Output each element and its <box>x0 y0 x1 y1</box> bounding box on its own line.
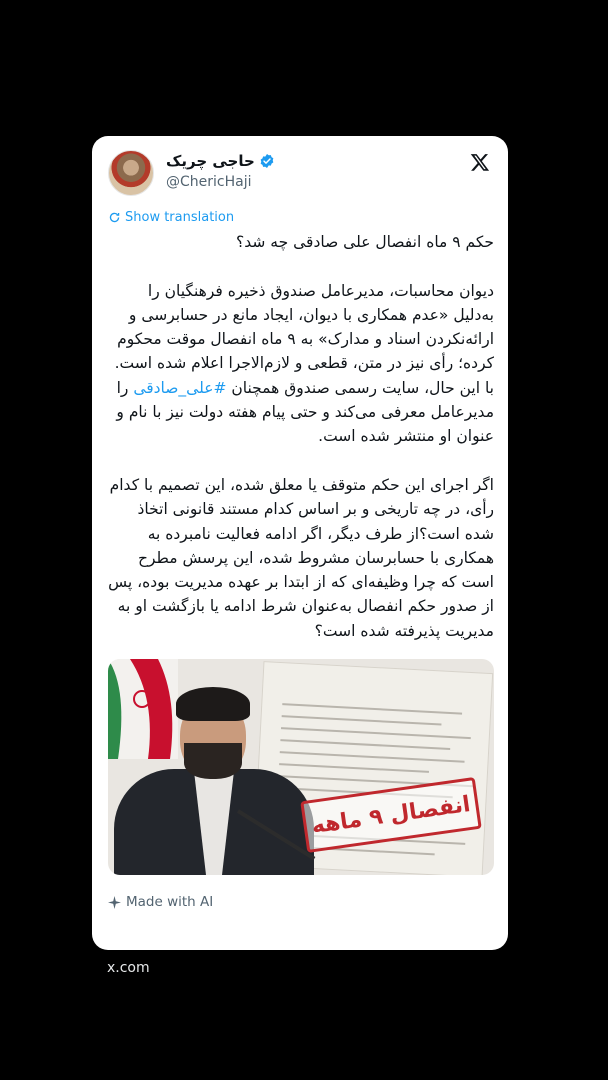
author-name[interactable]: حاجی چریک <box>166 152 255 170</box>
site-link[interactable]: x.com <box>107 960 150 976</box>
show-translation-label[interactable]: Show translation <box>125 210 235 225</box>
iran-flag-image <box>108 659 178 759</box>
post-paragraph-2: اگر اجرای این حکم متوقف یا معلق شده، این تصمیم با کدام رأی، در چه تاریخی و بر اساس کدام مستند قانونی اتخاذ شده است؟از طرف دیگر، اگر ادامه فعالیت نامبرده به همکاری با حسابرسان مشروط شده، این پرسش مطرح است که چرا وظیفه‌ای که از ابتدا بر عهده مدیریت بوده، پس از صدور حکم انفصال به‌عنوان شرط ادامه یا بازگشت او به مدیریت پذیرفته شده است؟ <box>108 475 494 640</box>
translate-icon <box>108 211 121 224</box>
author-name-row[interactable] <box>166 152 275 170</box>
hashtag-link[interactable]: #علی_صادقی <box>133 378 227 397</box>
post-paragraph-1a: دیوان محاسبات، مدیرعامل صندوق ذخیره فرهنگیان را به‌دلیل «عدم همکاری با دیوان، ایجاد مانع در حسابرسی و ارائه‌نکردن اسناد و مدارک» به ۹ ماه انفصال موقت محکوم کرده؛ رأی نیز در متن، قطعی و لازم‌الاجرا اعلام شده است. با این حال، سایت رسمی صندوق همچنان <box>114 281 494 397</box>
stamp-label: انفصال ۹ ماهه <box>300 777 482 853</box>
person-beard <box>184 743 242 779</box>
post-header <box>108 150 492 196</box>
sparkle-icon <box>108 896 121 909</box>
person-hair <box>176 687 250 721</box>
made-with-ai-label[interactable] <box>108 894 213 910</box>
post-title-line: حکم ۹ ماه انفصال علی صادقی چه شد؟ <box>236 233 494 251</box>
show-translation-link[interactable] <box>108 210 234 225</box>
post-paragraph-1b: را مدیرعامل معرفی می‌کند و حتی پیام هفته دولت نیز با نام و عنوان او منتشر شده است. <box>116 378 494 446</box>
post-card[interactable] <box>92 136 508 950</box>
verified-badge-icon <box>259 153 275 169</box>
author-handle[interactable]: @ChericHaji <box>166 174 252 190</box>
x-logo-icon[interactable] <box>470 152 490 172</box>
made-with-ai-text: Made with AI <box>126 894 214 910</box>
post-image[interactable] <box>108 659 494 875</box>
post-text <box>106 230 494 643</box>
avatar[interactable] <box>108 150 154 196</box>
